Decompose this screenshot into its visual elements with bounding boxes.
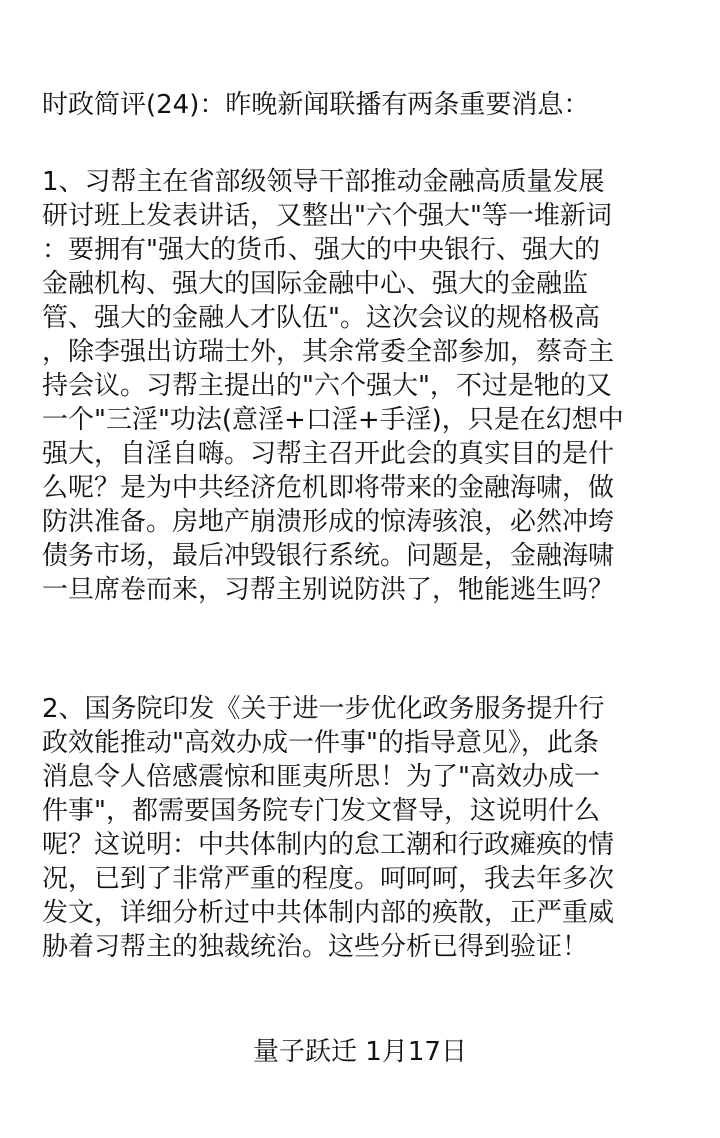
- paragraph-line: 政效能推动"高效办成一件事"的指导意见》，此条: [42, 728, 599, 758]
- paragraph-line: 一个"三淫"功法(意淫+口淫+手淫)，只是在幻想中: [42, 405, 624, 435]
- title-paragraph: [42, 88, 682, 122]
- paragraph-line: 金融机构、强大的国际金融中心、强大的金融监: [42, 269, 589, 299]
- paragraph-line: 发文，详细分析过中共体制内部的痪散，正严重威: [42, 898, 615, 928]
- paragraph-line: 况，已到了非常严重的程度。呵呵呵，我去年多次: [42, 864, 615, 894]
- item-2-paragraph: [42, 692, 682, 964]
- paragraph-line: 一旦席卷而来，习帮主别说防洪了，牠能逃生吗？: [42, 575, 615, 605]
- paragraph-line: ：要拥有"强大的货币、强大的中央银行、强大的: [42, 235, 600, 265]
- paragraph-line: 消息令人倍感震惊和匪夷所思！为了"高效办成一: [42, 762, 600, 792]
- paragraph-line: 胁着习帮主的独裁统治。这些分析已得到验证！: [42, 932, 589, 962]
- paragraph-line: 件事"，都需要国务院专门发文督导，这说明什么: [42, 796, 600, 826]
- paragraph-line: 研讨班上发表讲话，又整出"六个强大"等一堆新词: [42, 201, 612, 231]
- paragraph-line: 防洪准备。房地产崩溃形成的惊涛骇浪，必然冲垮: [42, 507, 615, 537]
- paragraph-line: 1、习帮主在省部级领导干部推动金融高质量发展: [42, 167, 605, 197]
- paragraph-line: 呢？这说明：中共体制内的怠工潮和行政瘫痪的情: [42, 830, 615, 860]
- paragraph-line: ，除李强出访瑞士外，其余常委全部参加，蔡奇主: [42, 337, 615, 367]
- paragraph-line: 么呢？是为中共经济危机即将带来的金融海啸，做: [42, 473, 615, 503]
- paragraph-line: 持会议。习帮主提出的"六个强大"，不过是牠的又: [42, 371, 612, 401]
- paragraph-line: 2、国务院印发《关于进一步优化政务服务提升行: [42, 694, 605, 724]
- paragraph-line: 管、强大的金融人才队伍"。这次会议的规格极高: [42, 303, 600, 333]
- title-line: 时政简评(24)：昨晚新闻联播有两条重要消息：: [42, 90, 590, 120]
- paragraph-line: 债务市场，最后冲毁银行系统。问题是，金融海啸: [42, 541, 615, 571]
- item-1-paragraph: [42, 165, 682, 607]
- paragraph-line: 强大，自淫自嗨。习帮主召开此会的真实目的是什: [42, 439, 615, 469]
- author-signature: 量子跃迁 1月17日: [253, 1037, 467, 1067]
